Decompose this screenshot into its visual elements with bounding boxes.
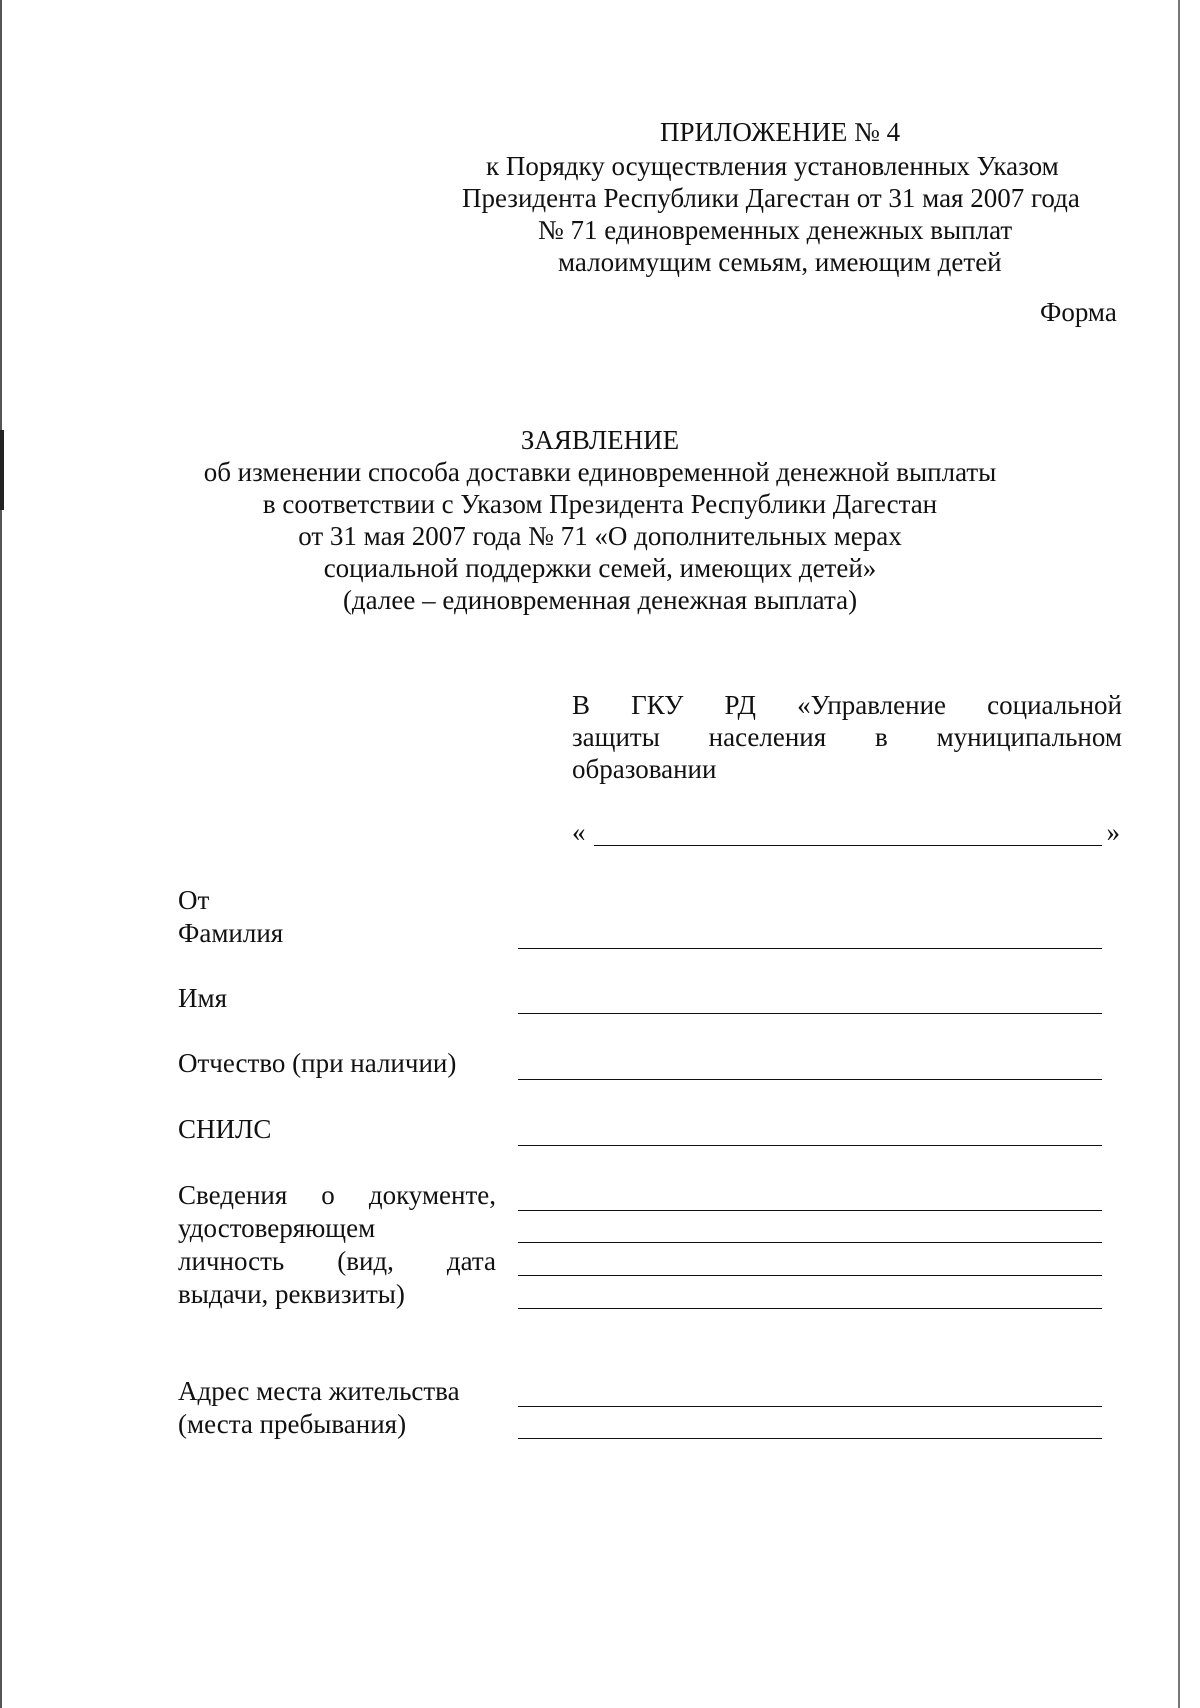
- from-label: От: [178, 885, 210, 915]
- form-label: Форма: [1040, 297, 1117, 327]
- municipality-field[interactable]: [572, 816, 1120, 850]
- addressee-word: защиты: [572, 722, 660, 752]
- addressee-word: в: [875, 722, 888, 752]
- addressee-line-2: [572, 721, 1122, 753]
- id-document-label: [178, 1179, 496, 1311]
- snils-label: СНИЛС: [178, 1114, 272, 1144]
- address-field-1[interactable]: [518, 1406, 1102, 1407]
- addressee-word: муниципальном: [936, 722, 1122, 752]
- addressee-word: ГКУ: [631, 690, 684, 720]
- id-document-label-line-3: [178, 1245, 496, 1278]
- quote-close: »: [1106, 817, 1120, 847]
- name-field[interactable]: [518, 1013, 1102, 1014]
- addressee-word: РД: [724, 690, 756, 720]
- scan-edge-left: [0, 0, 2, 1708]
- annex-line-4: № 71 единовременных денежных выплат: [538, 215, 1013, 245]
- document-title: ЗАЯВЛЕНИЕ: [520, 425, 680, 455]
- title-line-5: (далее – единовременная денежная выплата): [342, 585, 858, 615]
- address-label-line-2: (места пребывания): [178, 1409, 407, 1439]
- addressee-word: социальной: [987, 690, 1122, 720]
- annex-line-3: Президента Республики Дагестан от 31 мая 2007 года: [462, 183, 1080, 213]
- id-document-field-2[interactable]: [518, 1242, 1102, 1243]
- id-document-word: о: [321, 1180, 335, 1210]
- addressee-word: «Управление: [797, 690, 947, 720]
- title-line-4: социальной поддержки семей, имеющих детей»: [323, 553, 877, 583]
- address-field-2[interactable]: [518, 1438, 1102, 1439]
- name-label: Имя: [178, 983, 228, 1013]
- patronymic-field[interactable]: [518, 1079, 1102, 1080]
- quote-open: «: [572, 817, 586, 847]
- snils-field[interactable]: [518, 1145, 1102, 1146]
- id-document-word: дата: [446, 1246, 496, 1276]
- addressee-line-1: [572, 689, 1122, 721]
- id-document-word: документе,: [368, 1180, 496, 1210]
- id-document-label-line-1: [178, 1179, 496, 1212]
- addressee-word: В: [572, 690, 591, 720]
- annex-line-2: к Порядку осуществления установленных Указом: [486, 151, 1059, 181]
- id-document-field-3[interactable]: [518, 1275, 1102, 1276]
- patronymic-label: Отчество (при наличии): [178, 1048, 457, 1078]
- title-line-3: от 31 мая 2007 года № 71 «О дополнительных мерах: [298, 521, 902, 551]
- id-document-field-4[interactable]: [518, 1308, 1102, 1309]
- annex-number: ПРИЛОЖЕНИЕ № 4: [660, 117, 901, 147]
- title-line-2: в соответствии с Указом Президента Республики Дагестан: [262, 489, 938, 519]
- addressee-block: [572, 689, 1122, 785]
- surname-field[interactable]: [518, 948, 1102, 949]
- scan-mark-left: [0, 430, 4, 510]
- id-document-label-line-4: выдачи, реквизиты): [178, 1279, 405, 1309]
- id-document-label-line-2: удостоверяющем: [178, 1213, 376, 1243]
- address-label-line-1: Адрес места жительства: [178, 1376, 460, 1406]
- title-block: [150, 424, 1050, 616]
- municipality-underline: [594, 845, 1102, 846]
- id-document-word: (вид,: [337, 1246, 394, 1276]
- title-line-1: об изменении способа доставки единовременной денежной выплаты: [203, 457, 997, 487]
- id-document-field-1[interactable]: [518, 1210, 1102, 1211]
- id-document-word: Сведения: [178, 1180, 288, 1210]
- addressee-line-3: образовании: [572, 754, 717, 784]
- surname-label: Фамилия: [178, 918, 284, 948]
- scan-edge-right: [1178, 0, 1180, 1708]
- addressee-word: населения: [708, 722, 827, 752]
- annex-line-5: малоимущим семьям, имеющим детей: [558, 247, 1002, 277]
- id-document-word: личность: [178, 1246, 285, 1276]
